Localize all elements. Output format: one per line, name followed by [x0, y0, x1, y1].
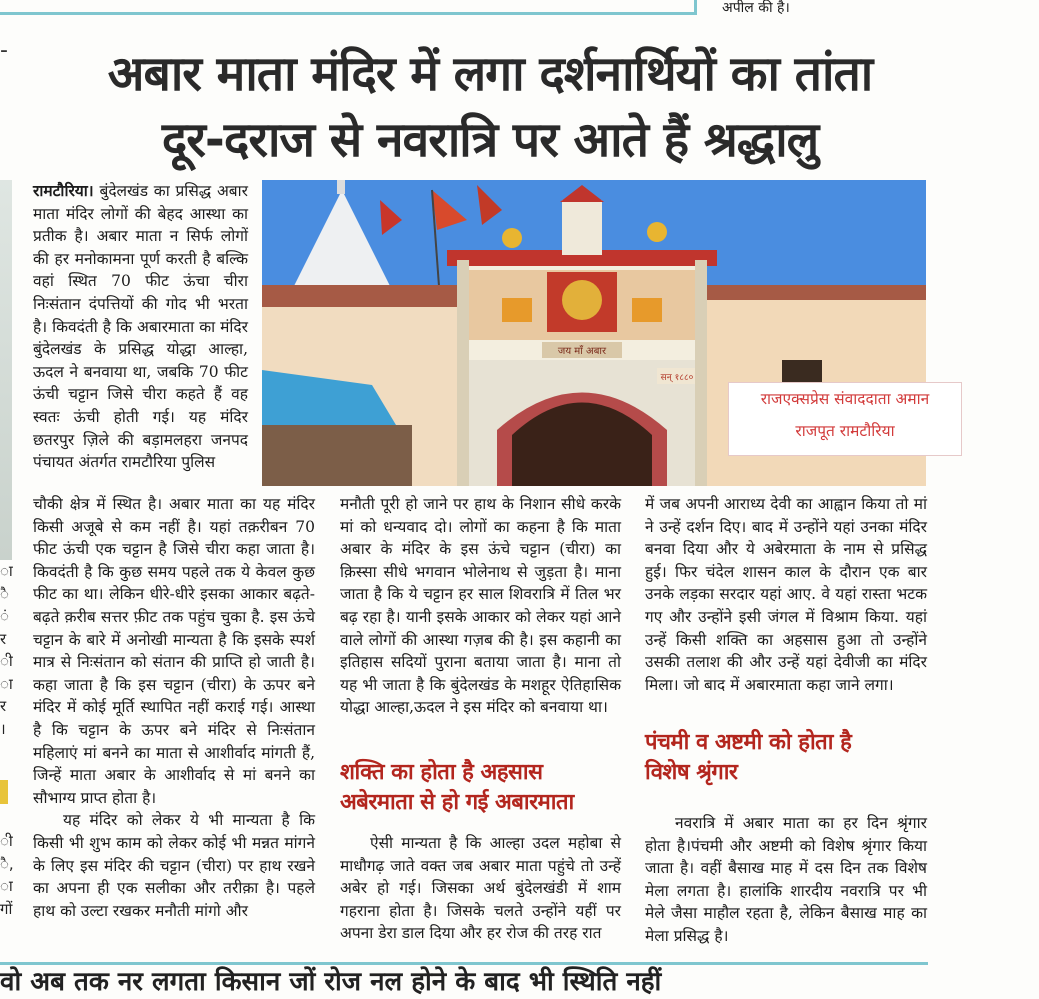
left-fragment: -	[0, 38, 8, 63]
left-fragment-line: ं	[0, 607, 9, 625]
left-fragment-line: ा	[0, 674, 13, 693]
left-image-edge	[0, 180, 12, 560]
left-fragment-line: र	[0, 629, 7, 648]
article-col1-para2: यह मंदिर को लेकर ये भी मान्यता है कि किसी भी शुभ काम को लेकर कोई भी मन्नत मांगने के लिए इस मंदिर की चट्टान (चीरा) पर हाथ रखने का अपना ही एक सलीका और तरीक़ा है। पहले हाथ को उल्टा रखकर मनौती मांगो और	[33, 811, 315, 920]
article-col1-bottom-text: चौकी क्षेत्र में स्थित है। अबार माता का यह मंदिर किसी अजूबे से कम नहीं है। यहां तक़रीबन 70 फीट ऊंची एक चट्टान है जिसे चीरा कहा जाता है। किवदंती है कि कुछ समय पहले तक ये केवल कुछ फीट का था। लेकिन धीरे-धीरे इसका आकार बढ़ते-बढ़ते क़रीब सत्तर फ़ीट तक पहुंच चुका है. इस ऊंचे चट्टान के बारे में अनोखी मान्यता है कि इसके स्पर्श मात्र से निःसंतान को संतान की प्राप्ति हो जाती है। कहा जाता है कि इस चट्टान (चीरा) के ऊपर बने मंदिर में कोई मूर्ति स्थापित नहीं कराई गई। आस्था है कि चट्टान के ऊपर बने मंदिर से निःसंतान महिलाएं मां बनने का माता से आशीर्वाद मांगती हैं, जिन्हें माता अबार के आशीर्वाद से मां बनने का सौभाग्य प्राप्त होता है।	[33, 495, 315, 807]
headline-line1: अबार माता मंदिर में लगा दर्शनार्थियों का तांता	[107, 46, 873, 102]
top-box-border	[0, 0, 697, 15]
subheading-2	[645, 728, 935, 788]
top-note: अपील की है।	[722, 0, 790, 16]
left-fragment-line: ।	[0, 719, 6, 738]
article-column-2-bottom: ऐसी मान्यता है कि आल्हा उदल महोबा से माधौगढ़ जाते वक्त जब अबार माता पहुंचे तो उन्हें अबेर हो गई। जिसका अर्थ बुंदेलखंडी में शाम गहराना होता है। जिसके चलते उन्होंने यहीं पर अपना डेरा डाल दिया और हर रोज की तरह रात	[340, 834, 621, 943]
article-column-1-bottom	[33, 493, 315, 922]
subheading-1	[340, 758, 630, 818]
left-fragment-line: ी	[0, 832, 13, 850]
article-column-3-bottom: नवरात्रि में अबार माता का हर दिन श्रृंगार होता है।पंचमी और अष्टमी को विशेष श्रृंगार किया जाता है। वहीं बैसाख माह में दस दिन तक विशेष मेला लगता है। हालांकि शारदीय नवरात्रि पर भी मेले जैसा माहौल रहता है, लेकिन बैसाख माह का मेला प्रसिद्ध है।	[645, 814, 927, 945]
headline-line2: दूर-दराज से नवरात्रि पर आते हैं श्रद्धालु	[161, 112, 819, 168]
bottom-headline-partial: वो अब तक नर लगता किसान जों रोज नल होने के बाद भी स्थिति नहीं	[0, 967, 662, 997]
left-fragment-line: ै,	[0, 854, 14, 873]
subheading-2-line1: पंचमी व अष्टमी को होता है	[645, 730, 852, 755]
photo-caption-line2: राजपूत रामटौरिया	[795, 422, 895, 440]
left-fragment-line: ै	[0, 584, 9, 603]
left-yellow-strip	[0, 780, 8, 804]
left-fragment-line: र	[0, 697, 7, 715]
article-column-3-top: में जब अपनी आराध्य देवी का आह्वान किया तो मां ने उन्हें दर्शन दिए। बाद में उन्होंने यहां उनका मंदिर बनवा दिया और ये अबेरमाता के नाम से प्रसिद्ध हुई। फिर चंदेल शासन काल के दौरान एक बार उनके लड़का सरदार यहां आए. वे यहां रास्ता भटक गए और उन्होंने इसी जंगल में विश्राम किया. यहां उन्हें किसी शक्ति का अहसास हुआ तो उन्होंने उसकी तलाश की और उन्हें यहां देवीजी का मंदिर मिला। जो बाद में अबारमाता कहा जाने लगा।	[645, 495, 927, 694]
left-column-fragments-2	[0, 830, 12, 920]
left-fragment-line: ा	[0, 562, 13, 580]
dateline: रामटौरिया।	[33, 181, 94, 200]
article-column-1-top	[33, 180, 248, 474]
left-fragment-line: ा	[0, 877, 13, 895]
left-column-fragments	[0, 560, 12, 740]
gate-sign: जय माँ अबार	[557, 346, 607, 357]
left-fragment-line: गों	[0, 899, 13, 918]
gate-year: सन् १८८०	[660, 373, 694, 383]
article-column-2-top: मनौती पूरी हो जाने पर हाथ के निशान सीधे करके मां को धन्यवाद दो। लोगों का कहना है कि माता अबार के मंदिर के इस ऊंचे चट्टान (चीरा) का क़िस्सा सीधे भगवान भोलेनाथ से जुड़ता है। माना जाता है कि ये चट्टान हर साल शिवरात्रि में तिल भर बढ़ रहा है। यानी इसके आकार को लेकर यहां आने वाले लोगों की आस्था गज़ब की है। इस कहानी का इतिहास सदियों पुराना बताया जाता है। माना तो यह भी जाता है कि बुंदेलखंड के मशहूर ऐतिहासिक योद्धा आल्हा,ऊदल ने इस मंदिर को बनवाया था।	[340, 495, 621, 717]
left-fragment-line: ी	[0, 652, 13, 670]
subheading-1-line1: शक्ति का होता है अहसास	[340, 760, 543, 785]
photo-caption	[728, 382, 962, 456]
article-col1-top-text: बुंदेलखंड का प्रसिद्ध अबार माता मंदिर लोगों की बेहद आस्था का प्रतीक है। अबार माता न सिर्फ लोगों की हर मनोकामना पूर्ण करती है बल्कि वहां स्थित 70 फीट ऊंचा चीरा निःसंतान दंपत्तियों की गोद भी भरता है। किवदंती है कि अबारमाता का मंदिर बुंदेलखंड के प्रसिद्ध योद्धा आल्हा, ऊदल ने बनवाया था, जबकि 70 फीट ऊंची चट्टान जिसे चीरा कहते हैं वह स्वतः ऊंची होती गई। यह मंदिर छतरपुर ज़िले की बड़ामलहरा जनपद पंचायत अंतर्गत रामटौरिया पुलिस	[33, 182, 248, 472]
subheading-1-line2: अबेरमाता से हो गई अबारमाता	[340, 790, 574, 815]
subheading-2-line2: विशेष श्रृंगार	[645, 760, 738, 785]
photo-caption-line1: राजएक्सप्रेस संवाददाता अमान	[760, 390, 930, 408]
